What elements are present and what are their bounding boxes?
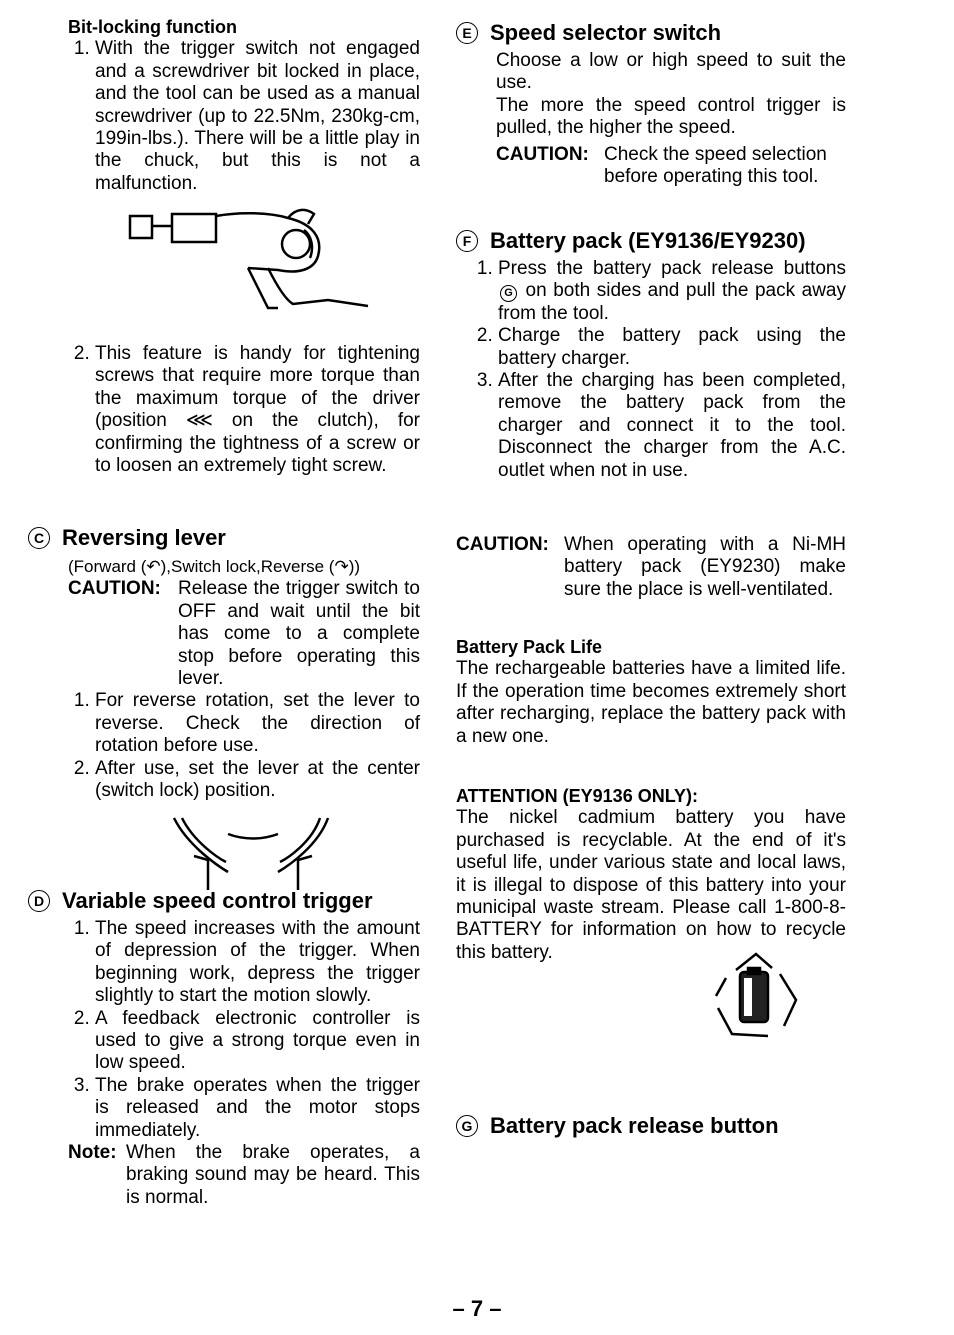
variable-speed-title: Variable speed control trigger — [62, 888, 373, 913]
speed-selector-title: Speed selector switch — [490, 20, 722, 45]
bit-locking-title: Bit-locking function — [68, 17, 237, 37]
list-item — [498, 258, 846, 325]
caution-text: Release the trigger switch to OFF and wait until the bit has come to a complete stop before operating this lever. — [178, 578, 420, 690]
bit-locking-list-2 — [68, 343, 420, 477]
button-g-badge: G — [500, 285, 517, 302]
section-letter-badge: G — [456, 1115, 478, 1137]
variable-speed-list — [68, 918, 420, 1142]
list-item: 3. After the charging has been completed, remove the battery pack from the charger and connect it to the tool. Disconnect the charger from the A.C. outlet when not in use. — [498, 370, 846, 482]
caution-label: CAUTION: — [68, 578, 161, 600]
speed-text-1: Choose a low or high speed to suit the use. — [496, 50, 846, 94]
section-letter-badge: D — [28, 890, 50, 912]
reversing-lever-title: Reversing lever — [62, 525, 226, 550]
list-item-text: Press the battery pack release buttons — [498, 258, 846, 279]
section-letter-badge: E — [456, 22, 478, 44]
attention-title: ATTENTION (EY9136 ONLY): — [456, 786, 699, 806]
caution-block — [496, 144, 846, 189]
caution-text: Check the speed selection before operating this tool. — [604, 143, 827, 188]
list-item: 1. With the trigger switch not engaged and a screwdriver bit locked in place, and the tool can be used as a manual screwdriver (up to 22.5Nm, 230kg-cm, 199in-lbs.). There will be a little play in the chuck, but this is not a malfunction. — [95, 38, 420, 195]
section-letter-badge: C — [28, 527, 50, 549]
note-block — [68, 1142, 420, 1209]
recycle-battery-seal-icon — [706, 950, 806, 1040]
caution-label: CAUTION: — [496, 143, 589, 165]
speed-selector-body — [496, 50, 846, 188]
battery-pack-list — [456, 258, 846, 482]
variable-speed-body — [68, 918, 420, 1209]
reversing-lever-subtitle: (Forward (↶),Switch lock,Reverse (↷)) — [68, 557, 361, 576]
list-item: 1. For reverse rotation, set the lever to reverse. Check the direction of rotation before use. — [95, 690, 420, 757]
list-item: 2. After use, set the lever at the center (switch lock) position. — [95, 758, 420, 803]
battery-life-text: The rechargeable batteries have a limited life. If the operation time becomes extremely short after recharging, replace the battery pack with a new one. — [456, 658, 846, 747]
battery-pack-title: Battery pack (EY9136/EY9230) — [490, 228, 806, 253]
list-item: 1. The speed increases with the amount of depression of the trigger. When beginning work, depress the trigger slightly to start the motion slowly. — [95, 918, 420, 1008]
reversing-lever-body — [68, 556, 420, 802]
list-item-text: on both sides and pull the pack away from the tool. — [498, 280, 846, 324]
variable-speed-section — [28, 888, 420, 914]
reversing-list — [68, 690, 420, 802]
battery-life-section — [456, 636, 846, 748]
caution-block — [456, 534, 846, 601]
caution-label: CAUTION: — [456, 534, 549, 555]
battery-life-title: Battery Pack Life — [456, 637, 603, 657]
bit-locking-section-2 — [68, 343, 420, 477]
page-number: – 7 – — [452, 1296, 502, 1321]
reversing-lever-illustration — [168, 816, 338, 892]
section-letter-badge: F — [456, 230, 478, 252]
bit-locking-list — [68, 38, 420, 195]
release-button-title: Battery pack release button — [490, 1113, 779, 1138]
battery-pack-section — [456, 228, 846, 254]
list-item: 2. Charge the battery pack using the battery charger. — [498, 325, 846, 370]
battery-pack-body — [456, 258, 846, 482]
list-item: 2. A feedback electronic controller is used to give a strong torque even in low speed. — [95, 1008, 420, 1075]
note-label: Note: — [68, 1142, 117, 1164]
attention-section — [456, 785, 846, 964]
manual-screwdriver-illustration — [128, 208, 398, 324]
speed-text-2: The more the speed control trigger is pulled, the higher the speed. — [496, 94, 846, 139]
caution-text: When operating with a Ni-MH battery pack (EY9230) make sure the place is well-ventilated. — [564, 534, 846, 600]
reversing-lever-section — [28, 525, 420, 551]
caution-block — [68, 578, 420, 690]
list-item: 3. The brake operates when the trigger is released and the motor stops immediately. — [95, 1075, 420, 1142]
bit-locking-section — [68, 16, 420, 195]
note-text: When the brake operates, a braking sound may be heard. This is normal. — [126, 1142, 420, 1208]
speed-selector-section — [456, 20, 846, 46]
release-button-section — [456, 1113, 846, 1139]
attention-text: The nickel cadmium battery you have purchased is recyclable. At the end of it's useful life, under various state and local laws, it is illegal to dispose of this battery into your municipal waste stream. Please call 1-800-8-BATTERY for information on how to recycle this battery. — [456, 807, 846, 963]
nimh-caution-block — [456, 534, 846, 601]
list-item: 2. This feature is handy for tightening screws that require more torque than the maximum torque of the driver (position ⋘ on the clutch), for confirming the tightness of a screw or to loosen an extremely tight screw. — [95, 343, 420, 477]
